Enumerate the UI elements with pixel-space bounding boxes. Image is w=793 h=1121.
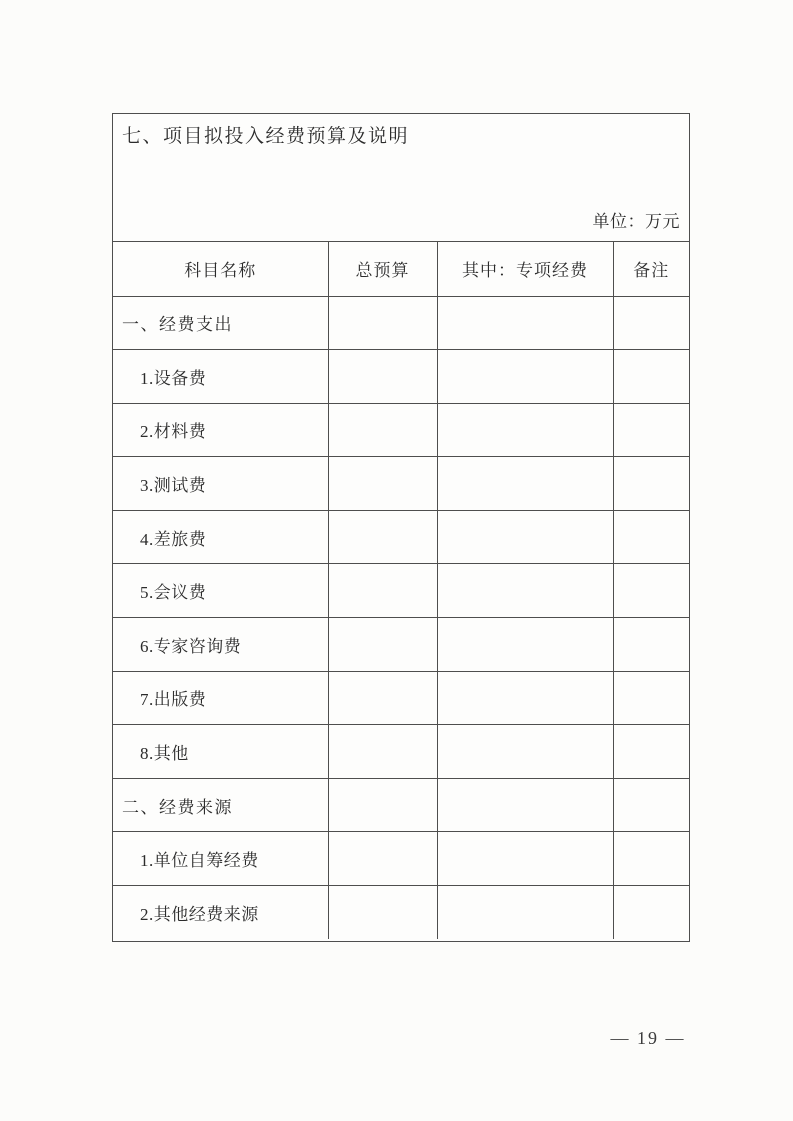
header-subject: 科目名称 bbox=[113, 242, 328, 296]
subject-cell: 1.单位自筹经费 bbox=[113, 832, 328, 886]
total-budget-cell bbox=[328, 350, 437, 404]
total-budget-cell bbox=[328, 778, 437, 832]
section-title: 七、项目拟投入经费预算及说明 bbox=[122, 126, 410, 147]
remarks-cell bbox=[613, 350, 689, 404]
header-remarks: 备注 bbox=[613, 242, 689, 296]
table-row bbox=[113, 671, 689, 725]
subject-cell: 一、经费支出 bbox=[113, 296, 328, 350]
total-budget-cell bbox=[328, 564, 437, 618]
table-row bbox=[113, 510, 689, 564]
subject-cell: 2.其他经费来源 bbox=[113, 886, 328, 940]
total-budget-cell bbox=[328, 671, 437, 725]
total-budget-cell bbox=[328, 886, 437, 940]
table-row bbox=[113, 403, 689, 457]
table-row bbox=[113, 725, 689, 779]
special-funds-cell bbox=[437, 618, 613, 672]
subject-cell: 2.材料费 bbox=[113, 403, 328, 457]
subject-cell: 4.差旅费 bbox=[113, 510, 328, 564]
special-funds-cell bbox=[437, 510, 613, 564]
table-row bbox=[113, 564, 689, 618]
table-row bbox=[113, 832, 689, 886]
special-funds-cell bbox=[437, 457, 613, 511]
page-number: — 19 — bbox=[610, 1028, 686, 1048]
budget-form-table bbox=[112, 113, 690, 942]
title-cell bbox=[113, 114, 689, 242]
remarks-cell bbox=[613, 778, 689, 832]
table-row bbox=[113, 350, 689, 404]
total-budget-cell bbox=[328, 832, 437, 886]
remarks-cell bbox=[613, 886, 689, 940]
special-funds-cell bbox=[437, 403, 613, 457]
table-row bbox=[113, 886, 689, 940]
subject-cell: 5.会议费 bbox=[113, 564, 328, 618]
special-funds-cell bbox=[437, 671, 613, 725]
remarks-cell bbox=[613, 725, 689, 779]
table-row bbox=[113, 457, 689, 511]
subject-cell: 二、经费来源 bbox=[113, 778, 328, 832]
subject-cell: 3.测试费 bbox=[113, 457, 328, 511]
special-funds-cell bbox=[437, 725, 613, 779]
table-row bbox=[113, 296, 689, 350]
special-funds-cell bbox=[437, 564, 613, 618]
remarks-cell bbox=[613, 457, 689, 511]
remarks-cell bbox=[613, 510, 689, 564]
subject-cell: 6.专家咨询费 bbox=[113, 618, 328, 672]
total-budget-cell bbox=[328, 296, 437, 350]
special-funds-cell bbox=[437, 778, 613, 832]
total-budget-cell bbox=[328, 510, 437, 564]
subject-cell: 7.出版费 bbox=[113, 671, 328, 725]
special-funds-cell bbox=[437, 350, 613, 404]
remarks-cell bbox=[613, 403, 689, 457]
subject-cell: 8.其他 bbox=[113, 725, 328, 779]
remarks-cell bbox=[613, 671, 689, 725]
table-row bbox=[113, 778, 689, 832]
header-special-funds: 其中：专项经费 bbox=[437, 242, 613, 296]
subject-cell: 1.设备费 bbox=[113, 350, 328, 404]
unit-label: 单位：万元 bbox=[592, 212, 680, 231]
remarks-cell bbox=[613, 564, 689, 618]
remarks-cell bbox=[613, 832, 689, 886]
header-total-budget: 总预算 bbox=[328, 242, 437, 296]
table-row bbox=[113, 618, 689, 672]
special-funds-cell bbox=[437, 832, 613, 886]
total-budget-cell bbox=[328, 403, 437, 457]
special-funds-cell bbox=[437, 886, 613, 940]
remarks-cell bbox=[613, 296, 689, 350]
budget-table bbox=[113, 242, 689, 939]
special-funds-cell bbox=[437, 296, 613, 350]
remarks-cell bbox=[613, 618, 689, 672]
header-row bbox=[113, 242, 689, 296]
total-budget-cell bbox=[328, 725, 437, 779]
total-budget-cell bbox=[328, 457, 437, 511]
total-budget-cell bbox=[328, 618, 437, 672]
